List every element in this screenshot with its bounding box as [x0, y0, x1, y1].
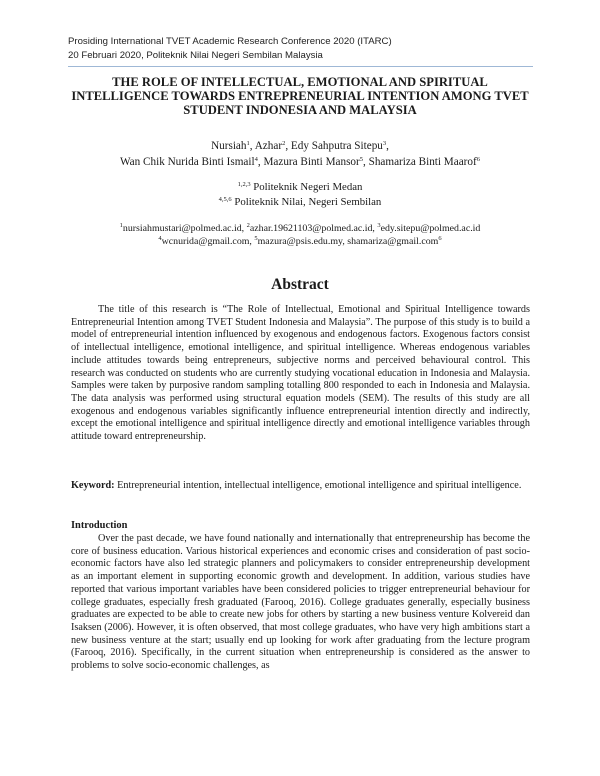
author-list	[60, 139, 540, 170]
conference-name: Prosiding International TVET Academic Research Conference 2020 (ITARC)	[68, 36, 392, 47]
author-sup: 1	[246, 140, 250, 147]
author-line-2: Wan Chik Nurida Binti Ismail$^4$, Mazura Binti Mansor$^5$, Shamariza Binti Maarof$^6$	[120, 155, 480, 168]
author-sup: 3	[382, 140, 387, 147]
affiliation-1: $^{1,2,3}$ Politeknik Negeri Medan	[237, 181, 363, 193]
email: wcnurida@gmail.com,	[161, 236, 255, 247]
author-name: Mazura Binti Mansor	[263, 155, 360, 168]
email: azhar.19621103@polmed.ac.id,	[249, 223, 378, 234]
author-sup: 2	[282, 140, 286, 147]
email: mazura@psis.edu.my, shamariza@gmail.com	[257, 236, 439, 247]
author-name: Nursiah	[211, 140, 247, 152]
author-sup: 4	[254, 155, 258, 163]
keywords-text: Entrepreneurial intention, intellectual intelligence, emotional intelligence and spiritual intelligence.	[114, 480, 522, 491]
email-line-2: $^4$wcnurida@gmail.com, $^5$mazura@psis.edu.my, shamariza@gmail.com$^6$	[158, 235, 442, 247]
keywords	[71, 480, 530, 493]
paper-title: THE ROLE OF INTELLECTUAL, EMOTIONAL AND SPIRITUAL INTELLIGENCE TOWARDS ENTREPRENEURIAL INTENTION AMONG TVET STUDENT INDONESIA AND MALAYSIA	[71, 75, 529, 117]
conference-date-place: 20 Februari 2020, Politeknik Nilai Negeri Sembilan Malaysia	[68, 50, 323, 61]
introduction-heading: Introduction	[71, 520, 128, 531]
running-header	[68, 35, 392, 63]
author-name: Edy Sahputra Sitepu	[290, 140, 383, 152]
author-sup: 5	[359, 155, 364, 163]
email: nursiahmustari@polmed.ac.id,	[122, 223, 247, 234]
author-name: Azhar	[254, 140, 283, 152]
author-emails	[50, 222, 550, 248]
keywords-label: Keyword:	[71, 480, 115, 491]
header-rule	[68, 66, 533, 67]
email: edy.sitepu@polmed.ac.id	[380, 223, 481, 234]
affiliation-2: $^{4,5,6}$ Politeknik Nilai, Negeri Sembilan	[218, 195, 382, 208]
author-name: Shamariza Binti Maarof	[368, 155, 477, 168]
author-line-1: Nursiah$^1$, Azhar$^2$, Edy Sahputra Sitepu$^3$,	[211, 140, 389, 152]
author-name: Wan Chik Nurida Binti Ismail	[120, 155, 255, 168]
author-sup: 6	[476, 155, 480, 163]
abstract-heading: Abstract	[271, 276, 329, 293]
abstract-body: The title of this research is “The Role of Intellectual, Emotional and Spiritual Intelligence towards Entrepreneurial Intention among TVET Student Indonesia and Malaysia”. The purpose of this study is to build a model of entrepreneurial intention influenced by exogenous and endogenous factors. Exogenous factors consist of intellectual intelligence, emotional intelligence, and spiritual intelligence. Whereas endogenous variables include attitudes towards being entrepreneurs, subjective norms and perceived behavioural control. This research was conducted on students who are currently studying vocational education in Indonesia and Malaysia. Samples were taken by purposive random sampling totalling 800 responded to each in Indonesia and Malaysia. The data analysis was performed using structural equation models (SEM). The results of this study are all exogenous and endogenous variables significantly influence entrepreneurial intention directly and indirectly, except the emotional intelligence and spiritual intelligence directly and emotional intelligence variables through attitude toward entrepreneurship.	[71, 304, 530, 443]
email-line-1: $^1$nursiahmustari@polmed.ac.id, $^2$azhar.19621103@polmed.ac.id, $^3$edy.sitepu@polmed.ac.id	[119, 222, 481, 234]
introduction-body: Over the past decade, we have found nationally and internationally that entrepreneurship has become the core of business education. Various historical experiences and economic crises and consideration of past socio-economic factors have also led strategic planners and policymakers to consider entrepreneurship development as an important element in supporting economic growth and development. In addition, various studies have reported that various important variables have been considered policies to trigger entrepreneurial behaviour for college graduates, especially fresh graduated (Farooq, 2016). College graduates generally, especially business graduates are expected to be able to create new jobs for others by starting a new business venture Kolvereid dan Isaksen (2006). However, it is often observed, that most college graduates, who have very high ambitions start a new business venture at the start; usually end up looking for work after graduating from the lecture program (Farooq, 2016). Specifically, in the current situation when entrepreneurship is considered as the answer to problems to solve socio-economic challenges, as	[71, 533, 530, 672]
affiliations	[60, 180, 540, 209]
